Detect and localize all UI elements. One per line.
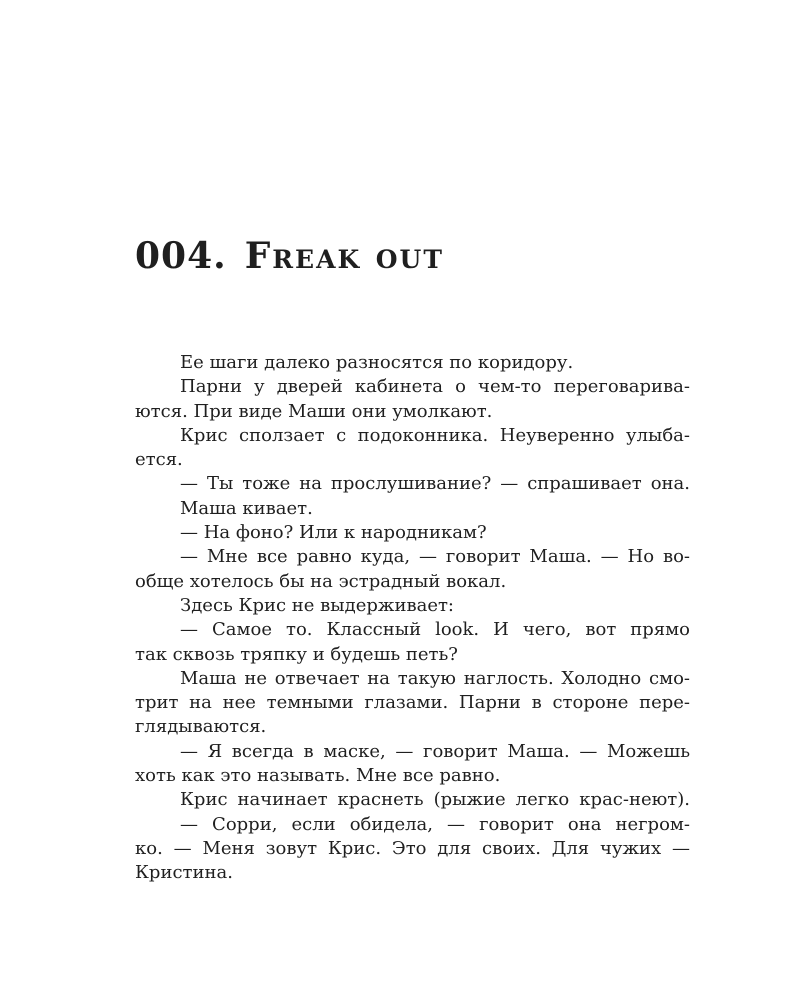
text-line: — На фоно? Или к народникам? — [180, 522, 487, 544]
text-line: Кристина. — [135, 862, 233, 884]
text-line: — Мне все равно куда, — говорит Маша. — Но во- — [180, 546, 690, 568]
chapter-number: 004. — [135, 235, 227, 277]
text-line: — Сорри, если обидела, — говорит она негром- — [180, 813, 690, 835]
text-line: Крис сползает с подоконника. Неуверенно улыба- — [180, 424, 690, 446]
text-line: Здесь Крис не выдерживает: — [180, 594, 454, 616]
text-line: обще хотелось бы на эстрадный вокал. — [135, 570, 507, 592]
text-line: Ее шаги далеко разносятся по коридору. — [180, 352, 574, 373]
text-line: Маша кивает. — [180, 497, 313, 519]
text-line: — Самое то. Классный look. И чего, вот прямо — [180, 619, 690, 641]
text-line: — Я всегда в маске, — говорит Маша. — Можешь — [180, 740, 690, 762]
chapter-name: Freak out — [244, 235, 444, 277]
text-line: Парни у дверей кабинета о чем-то переговарива- — [180, 376, 690, 398]
text-line: — Ты тоже на прослушивание? — спрашивает она. — [180, 473, 690, 495]
text-line: ются. При виде Маши они умолкают. — [135, 400, 493, 422]
text-line: Крис начинает краснеть (рыжие легко крас-неют). — [180, 789, 690, 811]
text-line: так сквозь тряпку и будешь петь? — [135, 643, 458, 665]
text-line: Маша не отвечает на такую наглость. Холодно смо- — [180, 667, 690, 689]
chapter-title — [135, 235, 444, 277]
text-line: ется. — [135, 449, 183, 471]
text-line: трит на нее темными глазами. Парни в стороне пере- — [135, 692, 690, 714]
text-line: глядываются. — [135, 716, 267, 738]
body-text — [135, 351, 690, 886]
text-line: хоть как это называть. Мне все равно. — [135, 765, 501, 787]
text-line: ко. — Меня зовут Крис. Это для своих. Для чужих — — [135, 837, 690, 859]
